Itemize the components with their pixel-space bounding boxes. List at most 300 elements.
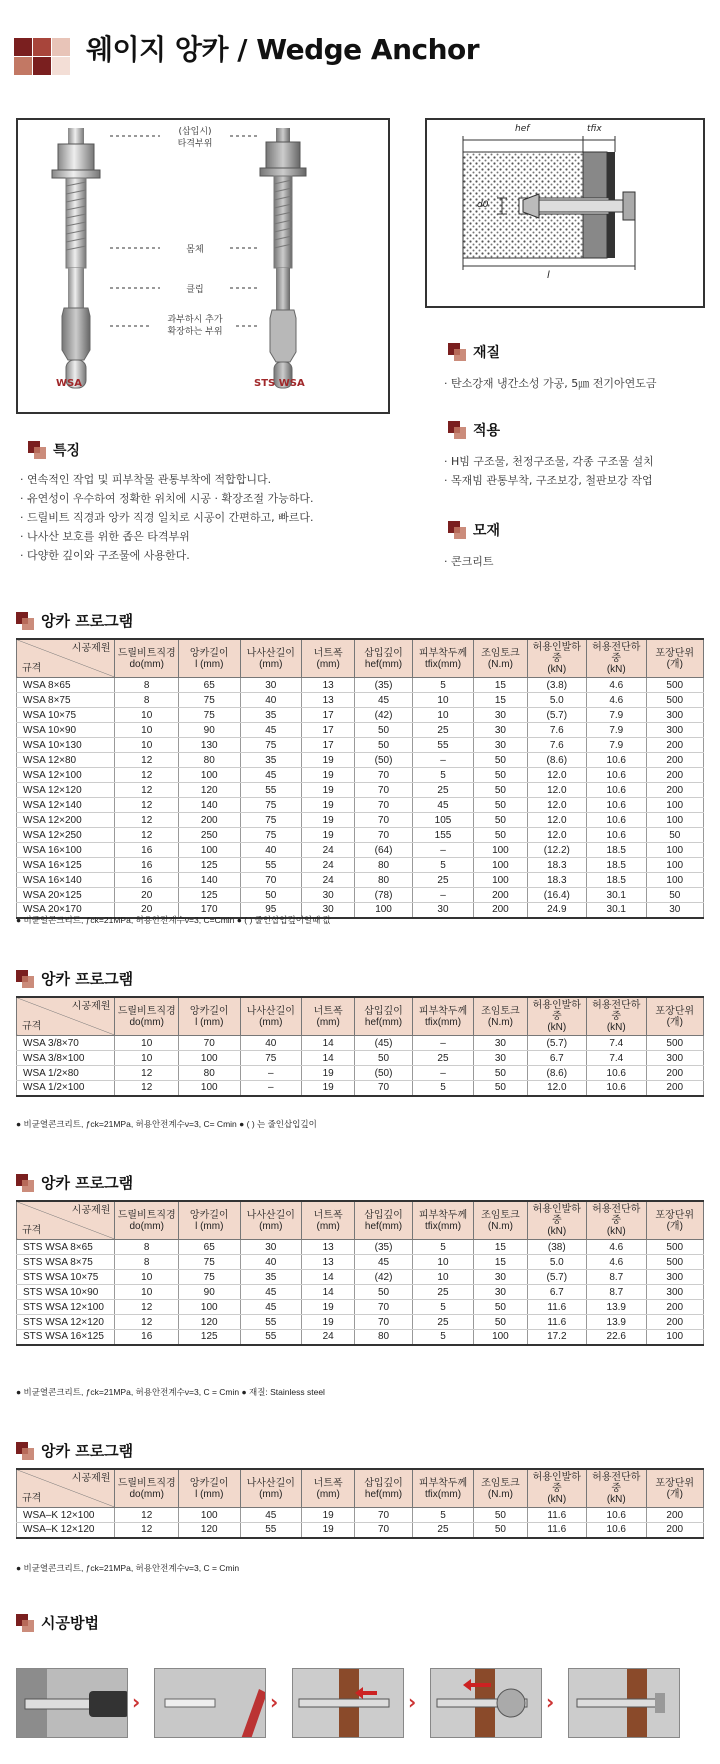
- table-row: [17, 1255, 704, 1270]
- value-cell: 5: [412, 1508, 474, 1523]
- value-cell: 200: [646, 1066, 704, 1081]
- value-cell: 19: [302, 1066, 355, 1081]
- table-note: ● 비균열콘크리트, ƒck=21MPa, 허용안전계수ν=3, C= Cmin ● ( ) 는 줄인삽입깊이: [16, 1119, 317, 1129]
- value-cell: 10: [115, 1270, 179, 1285]
- value-cell: 40: [240, 1255, 302, 1270]
- value-cell: –: [412, 1066, 474, 1081]
- header-corner: [17, 1469, 115, 1508]
- model-cell: WSA–K 12×120: [17, 1523, 115, 1538]
- value-cell: 6.7: [527, 1051, 586, 1066]
- value-cell: 12: [115, 1066, 179, 1081]
- value-cell: 100: [646, 1330, 704, 1345]
- value-cell: (5.7): [527, 1270, 586, 1285]
- value-cell: 70: [178, 1036, 240, 1051]
- value-cell: 14: [302, 1270, 355, 1285]
- value-cell: 13.9: [587, 1315, 646, 1330]
- column-header-unit: (mm): [316, 1220, 340, 1232]
- column-header: [474, 997, 527, 1036]
- column-header-label: 피부착두께: [418, 1209, 468, 1221]
- base-title: 모재: [473, 523, 501, 539]
- header-corner-bottom: 규격: [22, 663, 42, 674]
- logo-square: [52, 57, 70, 75]
- column-header-label: 허용인발하중: [532, 1472, 581, 1494]
- column-header-label: 나사산길이: [246, 1005, 295, 1017]
- value-cell: 75: [240, 798, 302, 813]
- model-cell: WSA 3/8×100: [17, 1051, 115, 1066]
- value-cell: 14: [302, 1285, 355, 1300]
- label-clip: 클립: [186, 285, 204, 295]
- table-row: [17, 693, 704, 708]
- method-steps: [16, 1668, 706, 1740]
- value-cell: 80: [355, 873, 412, 888]
- column-header-label: 너트폭: [313, 647, 343, 659]
- value-cell: 16: [115, 1330, 179, 1345]
- value-cell: 50: [355, 723, 412, 738]
- value-cell: 55: [412, 738, 474, 753]
- value-cell: 30: [302, 903, 355, 918]
- value-cell: 35: [240, 708, 302, 723]
- value-cell: –: [412, 1036, 474, 1051]
- value-cell: 75: [178, 1255, 240, 1270]
- column-header-unit: (mm): [259, 1488, 283, 1500]
- column-header-label: 드릴비트직경: [117, 1005, 176, 1017]
- value-cell: (42): [355, 708, 412, 723]
- value-cell: 30: [302, 888, 355, 903]
- list-item: · 나사산 보호를 위한 좁은 타격부위: [20, 527, 314, 546]
- value-cell: 14: [302, 1051, 355, 1066]
- value-cell: 10.6: [587, 1066, 646, 1081]
- value-cell: 140: [178, 873, 240, 888]
- column-header-unit: hef(mm): [364, 1016, 403, 1028]
- column-header-unit: (mm): [316, 658, 340, 670]
- model-cell: STS WSA 8×65: [17, 1240, 115, 1255]
- column-header-label: 피부착두께: [418, 647, 468, 659]
- column-header: [115, 1201, 179, 1240]
- value-cell: 16: [115, 858, 179, 873]
- value-cell: 18.3: [527, 858, 586, 873]
- value-cell: 100: [178, 1051, 240, 1066]
- value-cell: (35): [355, 678, 412, 693]
- value-cell: 15: [474, 678, 527, 693]
- value-cell: 45: [240, 768, 302, 783]
- model-cell: WSA–K 12×100: [17, 1508, 115, 1523]
- value-cell: 100: [474, 858, 527, 873]
- column-header: [355, 1201, 412, 1240]
- column-header: [646, 1469, 704, 1508]
- value-cell: 7.9: [587, 738, 646, 753]
- value-cell: 50: [474, 1066, 527, 1081]
- value-cell: 10.6: [587, 1508, 646, 1523]
- value-cell: 12: [115, 1300, 179, 1315]
- value-cell: 30: [474, 738, 527, 753]
- table-row: [17, 753, 704, 768]
- chevron-right-icon: ›: [132, 1690, 141, 1714]
- column-header-label: 드릴비트직경: [117, 647, 176, 659]
- value-cell: 35: [240, 1270, 302, 1285]
- column-header-unit: l (mm): [195, 1488, 224, 1500]
- application-title: 적용: [473, 423, 501, 439]
- column-header: [115, 639, 179, 678]
- value-cell: 5: [412, 1300, 474, 1315]
- column-header-unit: l (mm): [195, 658, 224, 670]
- value-cell: 25: [412, 783, 474, 798]
- column-header: [474, 639, 527, 678]
- value-cell: 10: [412, 708, 474, 723]
- value-cell: 4.6: [587, 678, 646, 693]
- value-cell: 200: [646, 768, 704, 783]
- column-header: [474, 1201, 527, 1240]
- column-header-label: 나사산길이: [246, 1477, 295, 1489]
- table-heading: [16, 1440, 133, 1461]
- product-left-label: WSA: [56, 378, 82, 389]
- value-cell: 55: [240, 1523, 302, 1538]
- value-cell: 30.1: [587, 903, 646, 918]
- value-cell: 4.6: [587, 1240, 646, 1255]
- spec-table: [16, 996, 704, 1097]
- table-note: ● 비균열콘크리트, ƒck=21MPa, 허용안전계수ν=3, C = Cmin ● 재질: Stainless steel: [16, 1387, 325, 1397]
- value-cell: 200: [646, 1300, 704, 1315]
- value-cell: 17: [302, 708, 355, 723]
- column-header-label: 포장단위: [655, 1209, 695, 1221]
- table-row: [17, 783, 704, 798]
- column-header: [240, 639, 302, 678]
- value-cell: 70: [355, 798, 412, 813]
- model-cell: WSA 1/2×80: [17, 1066, 115, 1081]
- logo-square: [14, 38, 32, 56]
- value-cell: (50): [355, 753, 412, 768]
- value-cell: 170: [178, 903, 240, 918]
- anchor-photo-illustration: [18, 120, 388, 412]
- value-cell: 14: [302, 1036, 355, 1051]
- column-header-unit: do(mm): [129, 1488, 164, 1500]
- value-cell: 10.6: [587, 768, 646, 783]
- value-cell: 100: [646, 813, 704, 828]
- value-cell: 30: [474, 1051, 527, 1066]
- column-header: [178, 639, 240, 678]
- value-cell: (16.4): [527, 888, 586, 903]
- table-row: [17, 858, 704, 873]
- section-icon: [448, 343, 466, 361]
- value-cell: 50: [646, 828, 704, 843]
- column-header: [527, 1469, 586, 1508]
- list-item: · 탄소강재 냉간소성 가공, 5㎛ 전기아연도금: [444, 374, 657, 393]
- label-l: l: [547, 270, 550, 281]
- value-cell: 50: [474, 768, 527, 783]
- value-cell: 5: [412, 678, 474, 693]
- model-cell: WSA 3/8×70: [17, 1036, 115, 1051]
- model-cell: WSA 12×100: [17, 768, 115, 783]
- value-cell: 40: [240, 1036, 302, 1051]
- column-header-unit: do(mm): [129, 1220, 164, 1232]
- value-cell: 10.6: [587, 1523, 646, 1538]
- value-cell: 16: [115, 843, 179, 858]
- value-cell: 75: [178, 693, 240, 708]
- page-title: 웨이지 앙카 / Wedge Anchor: [86, 33, 480, 66]
- value-cell: 500: [646, 1255, 704, 1270]
- logo-square: [33, 57, 51, 75]
- column-header: [240, 1469, 302, 1508]
- value-cell: 19: [302, 1508, 355, 1523]
- value-cell: 20: [115, 888, 179, 903]
- value-cell: 25: [412, 1051, 474, 1066]
- header-corner-top: 시공제원: [71, 643, 111, 654]
- value-cell: 100: [474, 1330, 527, 1345]
- value-cell: 10: [412, 1255, 474, 1270]
- value-cell: 8: [115, 1255, 179, 1270]
- value-cell: 100: [178, 1508, 240, 1523]
- table-row: [17, 1315, 704, 1330]
- header-corner-top: 시공제원: [71, 1473, 111, 1484]
- value-cell: 19: [302, 753, 355, 768]
- value-cell: 30: [474, 708, 527, 723]
- column-header: [115, 1469, 179, 1508]
- value-cell: 19: [302, 783, 355, 798]
- value-cell: 10.6: [587, 783, 646, 798]
- value-cell: 12: [115, 1081, 179, 1096]
- column-header-label: 삽입깊이: [364, 1005, 403, 1017]
- header-corner-bottom: 규격: [22, 1021, 42, 1032]
- value-cell: 12: [115, 1508, 179, 1523]
- value-cell: 25: [412, 1523, 474, 1538]
- value-cell: 70: [355, 813, 412, 828]
- column-header-unit: (개): [666, 658, 683, 670]
- value-cell: 70: [355, 1508, 412, 1523]
- section-icon: [16, 970, 34, 988]
- model-cell: WSA 10×75: [17, 708, 115, 723]
- header-corner-bottom: 규격: [22, 1493, 42, 1504]
- column-header: [412, 1469, 474, 1508]
- column-header-label: 드릴비트직경: [117, 1209, 176, 1221]
- material-list: [444, 374, 657, 393]
- value-cell: 300: [646, 723, 704, 738]
- value-cell: 11.6: [527, 1523, 586, 1538]
- value-cell: 125: [178, 888, 240, 903]
- table-row: [17, 723, 704, 738]
- column-header-label: 조임토크: [481, 1005, 520, 1017]
- column-header: [587, 997, 646, 1036]
- column-header-unit: do(mm): [129, 1016, 164, 1028]
- column-header-label: 허용전단하중: [592, 1472, 641, 1494]
- value-cell: (64): [355, 843, 412, 858]
- label-hef: hef: [515, 124, 530, 134]
- value-cell: 200: [646, 1315, 704, 1330]
- value-cell: 7.6: [527, 723, 586, 738]
- column-header: [178, 1469, 240, 1508]
- column-header-label: 너트폭: [313, 1209, 343, 1221]
- value-cell: 6.7: [527, 1285, 586, 1300]
- value-cell: 13: [302, 678, 355, 693]
- value-cell: 50: [355, 1285, 412, 1300]
- table-heading: [16, 610, 133, 631]
- table-note: ● 비균열콘크리트, ƒck=21MPa, 허용안전계수ν=3, C=Cmin ● ( ) 줄인삽입깊이일때 값: [16, 915, 331, 925]
- column-header-unit: (N.m): [487, 1220, 513, 1232]
- section-icon: [16, 1614, 34, 1632]
- column-header: [240, 997, 302, 1036]
- value-cell: 125: [178, 1330, 240, 1345]
- chevron-right-icon: ›: [408, 1690, 417, 1714]
- column-header-label: 포장단위: [655, 1477, 695, 1489]
- value-cell: 15: [474, 693, 527, 708]
- value-cell: 30: [646, 903, 704, 918]
- value-cell: 200: [646, 1081, 704, 1096]
- header-corner: [17, 1201, 115, 1240]
- value-cell: 12: [115, 813, 179, 828]
- value-cell: 11.6: [527, 1508, 586, 1523]
- value-cell: 13: [302, 1240, 355, 1255]
- value-cell: 500: [646, 693, 704, 708]
- value-cell: 7.9: [587, 708, 646, 723]
- value-cell: 70: [355, 1300, 412, 1315]
- spec-table: [16, 1200, 704, 1346]
- value-cell: 130: [178, 738, 240, 753]
- model-cell: WSA 8×65: [17, 678, 115, 693]
- column-header: [178, 1201, 240, 1240]
- column-header-unit: tfix(mm): [424, 1488, 462, 1500]
- anchor-section-diagram: [427, 120, 703, 306]
- value-cell: 75: [240, 1051, 302, 1066]
- column-header-label: 나사산길이: [246, 1209, 295, 1221]
- value-cell: (8.6): [527, 753, 586, 768]
- model-cell: WSA 10×130: [17, 738, 115, 753]
- section-icon: [448, 421, 466, 439]
- column-header-label: 허용인발하중: [532, 642, 581, 664]
- value-cell: 300: [646, 1051, 704, 1066]
- value-cell: 55: [240, 858, 302, 873]
- column-header-unit: (kN): [606, 664, 626, 675]
- value-cell: 4.6: [587, 693, 646, 708]
- column-header: [115, 997, 179, 1036]
- column-header-unit: hef(mm): [364, 1488, 403, 1500]
- column-header-unit: (kN): [606, 1022, 626, 1033]
- column-header: [412, 997, 474, 1036]
- column-header-unit: (kN): [547, 1226, 567, 1237]
- value-cell: 30: [240, 1240, 302, 1255]
- value-cell: 19: [302, 768, 355, 783]
- value-cell: 70: [355, 768, 412, 783]
- value-cell: 100: [646, 798, 704, 813]
- value-cell: 30: [474, 1285, 527, 1300]
- value-cell: 12.0: [527, 813, 586, 828]
- table-row: [17, 708, 704, 723]
- value-cell: 7.4: [587, 1051, 646, 1066]
- value-cell: 8.7: [587, 1270, 646, 1285]
- installation-diagram: [425, 118, 705, 308]
- column-header: [646, 1201, 704, 1240]
- value-cell: 19: [302, 1081, 355, 1096]
- features-list: [20, 470, 314, 565]
- value-cell: 10.6: [587, 798, 646, 813]
- value-cell: 12: [115, 1315, 179, 1330]
- value-cell: 7.6: [527, 738, 586, 753]
- label-body: 몸체: [186, 245, 204, 255]
- value-cell: 500: [646, 1036, 704, 1051]
- value-cell: 100: [178, 1081, 240, 1096]
- value-cell: 100: [646, 873, 704, 888]
- value-cell: 75: [240, 828, 302, 843]
- value-cell: 22.6: [587, 1330, 646, 1345]
- column-header-unit: (N.m): [487, 658, 513, 670]
- value-cell: 120: [178, 783, 240, 798]
- table-heading: [16, 968, 133, 989]
- table-title: 앙카 프로그램: [41, 612, 134, 630]
- column-header-unit: tfix(mm): [424, 1220, 462, 1232]
- model-cell: WSA 12×120: [17, 783, 115, 798]
- value-cell: 5: [412, 858, 474, 873]
- value-cell: 10.6: [587, 753, 646, 768]
- step-4-image: [430, 1668, 542, 1738]
- column-header: [646, 997, 704, 1036]
- value-cell: 15: [474, 1255, 527, 1270]
- value-cell: 100: [646, 843, 704, 858]
- value-cell: 50: [474, 1300, 527, 1315]
- value-cell: 12.0: [527, 783, 586, 798]
- value-cell: 5: [412, 1240, 474, 1255]
- value-cell: –: [240, 1066, 302, 1081]
- model-cell: WSA 10×90: [17, 723, 115, 738]
- header-corner-bottom: 규격: [22, 1225, 42, 1236]
- value-cell: 5: [412, 1081, 474, 1096]
- value-cell: 100: [178, 1300, 240, 1315]
- column-header-label: 허용전단하중: [592, 1204, 641, 1226]
- value-cell: (5.7): [527, 1036, 586, 1051]
- header-corner: [17, 639, 115, 678]
- column-header: [527, 639, 586, 678]
- value-cell: 80: [355, 1330, 412, 1345]
- application-heading: [448, 420, 500, 440]
- column-header-unit: (mm): [259, 1220, 283, 1232]
- value-cell: 20: [115, 903, 179, 918]
- section-icon: [28, 441, 46, 459]
- list-item: · 유연성이 우수하여 정확한 위치에 시공 · 확장조절 가능하다.: [20, 489, 314, 508]
- table-row: [17, 873, 704, 888]
- column-header-label: 조임토크: [481, 1477, 520, 1489]
- value-cell: (3.8): [527, 678, 586, 693]
- value-cell: 90: [178, 1285, 240, 1300]
- column-header-label: 너트폭: [313, 1477, 343, 1489]
- value-cell: 125: [178, 858, 240, 873]
- column-header-label: 앙카길이: [189, 647, 229, 659]
- label-tfix: tfix: [587, 124, 602, 134]
- value-cell: 10: [115, 738, 179, 753]
- value-cell: 17: [302, 723, 355, 738]
- spec-table: [16, 1468, 704, 1539]
- value-cell: 5.0: [527, 1255, 586, 1270]
- column-header-unit: (개): [666, 1488, 683, 1500]
- value-cell: 18.3: [527, 873, 586, 888]
- value-cell: 50: [355, 738, 412, 753]
- table-row: [17, 1036, 704, 1051]
- column-header-unit: (mm): [259, 658, 283, 670]
- column-header-label: 나사산길이: [246, 647, 295, 659]
- value-cell: 70: [355, 783, 412, 798]
- value-cell: 45: [240, 723, 302, 738]
- value-cell: 45: [355, 693, 412, 708]
- value-cell: 75: [240, 813, 302, 828]
- value-cell: 13: [302, 693, 355, 708]
- column-header-label: 조임토크: [481, 1209, 520, 1221]
- spec-table: [16, 638, 704, 919]
- table-row: [17, 828, 704, 843]
- value-cell: 45: [240, 1300, 302, 1315]
- page-header: [14, 20, 704, 78]
- column-header-unit: (mm): [316, 1016, 340, 1028]
- table-row: [17, 1330, 704, 1345]
- model-cell: WSA 12×250: [17, 828, 115, 843]
- list-item: · 다양한 깊이와 구조물에 사용한다.: [20, 546, 314, 565]
- product-right-label: STS WSA: [254, 378, 305, 389]
- column-header: [646, 639, 704, 678]
- model-cell: WSA 12×200: [17, 813, 115, 828]
